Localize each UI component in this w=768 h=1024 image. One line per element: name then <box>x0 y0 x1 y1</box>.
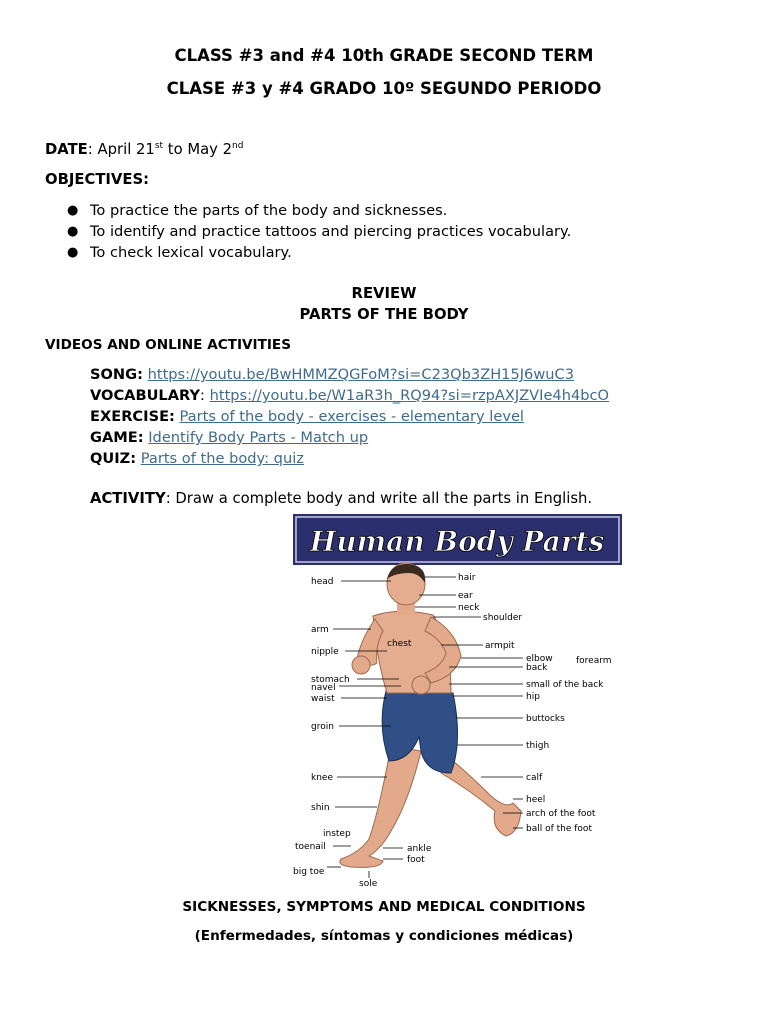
sicknesses-subheading: (Enfermedades, síntomas y condiciones médicas) <box>194 928 574 944</box>
human-body-parts-illustration <box>291 511 624 889</box>
label-stomach: stomach <box>311 675 350 685</box>
label-arm: arm <box>311 625 329 635</box>
label-navel: navel <box>311 683 336 693</box>
label-hair: hair <box>458 573 476 583</box>
exercise-link[interactable]: Parts of the body - exercises - elementary level <box>179 408 524 425</box>
page-title-spanish: CLASE #3 y #4 GRADO 10º SEGUNDO PERIODO <box>166 79 602 98</box>
game-label: GAME: <box>90 429 144 446</box>
song-link[interactable]: https://youtu.be/BwHMMZQGFoM?si=C23Qb3ZH15J6wuC3 <box>147 366 574 383</box>
quiz-label: QUIZ: <box>90 450 137 467</box>
label-ankle: ankle <box>407 844 432 854</box>
label-shoulder: shoulder <box>483 613 523 623</box>
objectives-list <box>45 200 571 263</box>
activity-row-game <box>90 427 609 448</box>
activities-list <box>90 364 609 469</box>
label-hip: hip <box>526 692 540 702</box>
label-ball-of-foot: ball of the foot <box>526 824 592 834</box>
videos-heading: VIDEOS AND ONLINE ACTIVITIES <box>45 337 292 353</box>
objective-text: To practice the parts of the body and sicknesses. <box>90 202 448 219</box>
activity-row-song <box>90 364 609 385</box>
activity-row-exercise <box>90 406 609 427</box>
list-item <box>45 200 571 221</box>
sicknesses-heading: SICKNESSES, SYMPTOMS AND MEDICAL CONDITIONS <box>182 899 586 915</box>
bullet-icon: ● <box>67 203 79 218</box>
label-head: head <box>311 577 334 587</box>
label-groin: groin <box>311 722 334 732</box>
label-thigh: thigh <box>526 741 550 751</box>
game-link[interactable]: Identify Body Parts - Match up <box>148 429 369 446</box>
label-nipple: nipple <box>311 647 339 657</box>
vocabulary-link[interactable]: https://youtu.be/W1aR3h_RQ94?si=rzpAXJZVIe4h4bcO <box>209 387 610 404</box>
activity-label: ACTIVITY <box>90 490 166 507</box>
activity-row-vocabulary <box>90 385 609 406</box>
activity-text: : Draw a complete body and write all the parts in English. <box>165 490 593 507</box>
banner-title: Human Body Parts <box>309 525 605 558</box>
label-small-of-back: small of the back <box>526 680 604 690</box>
label-instep: instep <box>323 829 351 839</box>
label-sole: sole <box>359 879 378 889</box>
page-title-english: CLASS #3 and #4 10th GRADE SECOND TERM <box>174 46 594 65</box>
date-line <box>45 141 243 158</box>
list-item <box>45 242 571 263</box>
review-heading: REVIEW <box>351 285 417 302</box>
date-start-text: : April 21 <box>87 141 155 158</box>
activity-row-quiz <box>90 448 609 469</box>
label-back: back <box>526 663 548 673</box>
parts-of-body-heading: PARTS OF THE BODY <box>299 306 469 323</box>
date-label: DATE <box>45 141 88 158</box>
label-neck: neck <box>458 603 480 613</box>
label-armpit: armpit <box>485 641 515 651</box>
bullet-icon: ● <box>67 224 79 239</box>
objectives-label: OBJECTIVES: <box>45 171 150 188</box>
label-toenail: toenail <box>295 842 326 852</box>
song-label: SONG: <box>90 366 143 383</box>
quiz-link[interactable]: Parts of the body: quiz <box>140 450 304 467</box>
label-calf: calf <box>526 773 543 783</box>
label-ear: ear <box>458 591 473 601</box>
label-chest: chest <box>387 639 412 649</box>
label-foot: foot <box>407 855 425 865</box>
vocabulary-separator: : <box>200 387 210 404</box>
objective-text: To identify and practice tattoos and piercing practices vocabulary. <box>90 223 572 240</box>
label-big-toe: big toe <box>293 867 325 877</box>
date-end-text: to May 2 <box>163 141 233 158</box>
date-start-suffix: st <box>154 141 164 151</box>
label-elbow: elbow <box>526 654 553 664</box>
date-end-suffix: nd <box>232 141 244 151</box>
exercise-label: EXERCISE: <box>90 408 175 425</box>
vocabulary-label: VOCABULARY <box>90 387 201 404</box>
label-heel: heel <box>526 795 546 805</box>
objective-text: To check lexical vocabulary. <box>90 244 292 261</box>
label-waist: waist <box>311 694 335 704</box>
label-buttocks: buttocks <box>526 714 565 724</box>
label-shin: shin <box>311 803 330 813</box>
label-forearm: forearm <box>576 656 612 666</box>
bullet-icon: ● <box>67 245 79 260</box>
list-item <box>45 221 571 242</box>
activity-instruction <box>90 490 592 507</box>
label-knee: knee <box>311 773 333 783</box>
label-arch-of-foot: arch of the foot <box>526 809 596 819</box>
